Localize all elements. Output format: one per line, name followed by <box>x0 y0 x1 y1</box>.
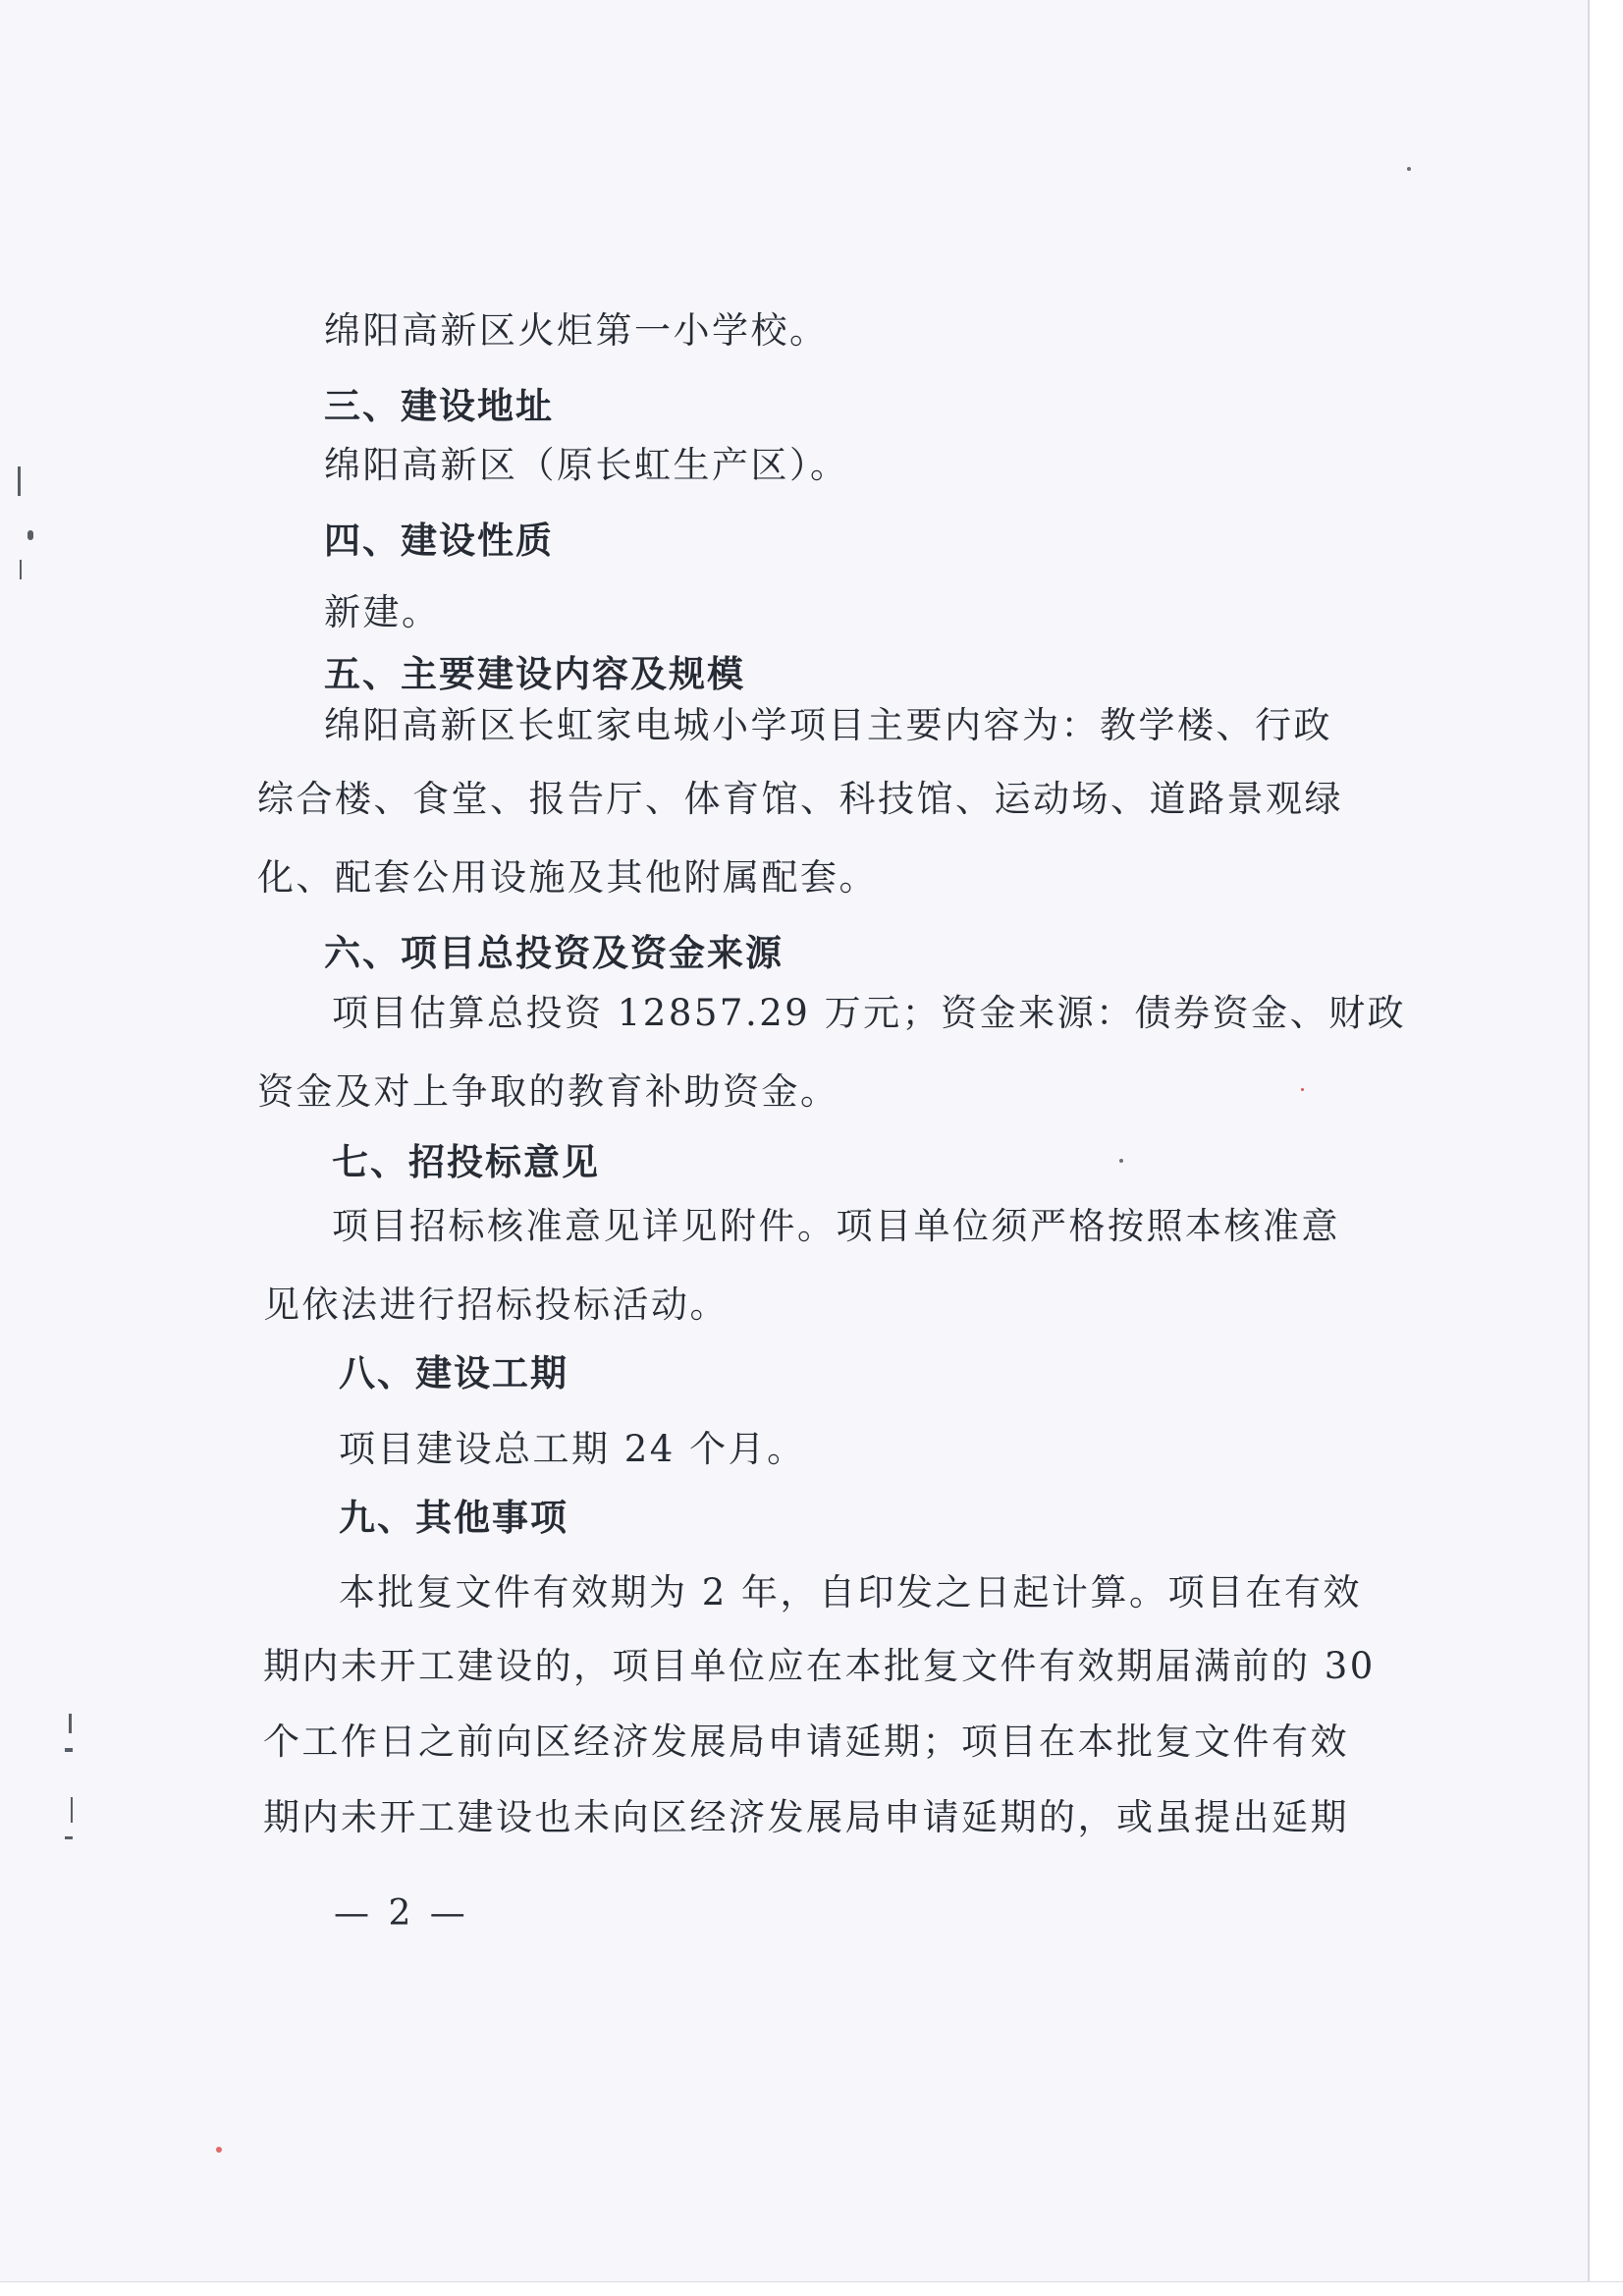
body-line: 个工作日之前向区经济发展局申请延期；项目在本批复文件有效 <box>263 1721 1349 1763</box>
binding-mark <box>18 466 21 496</box>
section-heading: 五、主要建设内容及规模 <box>324 653 745 695</box>
body-line: 期内未开工建设也未向区经济发展局申请延期的，或虽提出延期 <box>263 1796 1349 1838</box>
body-line: 本批复文件有效期为 2 年，自印发之日起计算。项目在有效 <box>339 1571 1363 1613</box>
section-heading: 八、建设工期 <box>339 1352 568 1394</box>
body-line: 新建。 <box>324 591 441 633</box>
page-edge-right <box>1588 0 1623 2296</box>
binding-mark <box>69 1714 72 1733</box>
body-line: 资金及对上争取的教育补助资金。 <box>257 1070 839 1113</box>
scan-speck <box>216 2147 222 2153</box>
binding-mark <box>71 1797 73 1823</box>
page-number: — 2 — <box>334 1893 469 1934</box>
section-heading: 四、建设性质 <box>324 519 554 562</box>
body-line: 绵阳高新区（原长虹生产区）。 <box>324 444 849 486</box>
section-heading: 六、项目总投资及资金来源 <box>324 932 784 974</box>
section-heading: 九、其他事项 <box>339 1497 568 1539</box>
body-line: 项目估算总投资 12857.29 万元；资金来源：债券资金、财政 <box>332 992 1407 1034</box>
body-line: 绵阳高新区长虹家电城小学项目主要内容为：教学楼、行政 <box>324 704 1332 746</box>
binding-mark <box>20 560 22 579</box>
body-line: 期内未开工建设的，项目单位应在本批复文件有效期届满前的 30 <box>263 1645 1376 1687</box>
scan-speck <box>1407 167 1411 171</box>
binding-mark <box>27 530 33 540</box>
section-heading: 七、招投标意见 <box>332 1141 600 1183</box>
body-line: 见依法进行招标投标活动。 <box>263 1284 729 1326</box>
body-line: 化、配套公用设施及其他附属配套。 <box>257 856 878 899</box>
body-line: 绵阳高新区火炬第一小学校。 <box>324 309 829 352</box>
body-line: 综合楼、食堂、报告厅、体育馆、科技馆、运动场、道路景观绿 <box>257 778 1343 820</box>
scan-speck <box>1119 1159 1123 1163</box>
binding-mark <box>65 1748 73 1752</box>
section-heading: 三、建设地址 <box>324 385 554 427</box>
body-line: 项目建设总工期 24 个月。 <box>339 1428 806 1470</box>
scan-speck <box>1301 1088 1304 1091</box>
body-line: 项目招标核准意见详见附件。项目单位须严格按照本核准意 <box>332 1205 1340 1247</box>
page-edge-bottom <box>0 2281 1623 2296</box>
binding-mark <box>65 1836 73 1839</box>
